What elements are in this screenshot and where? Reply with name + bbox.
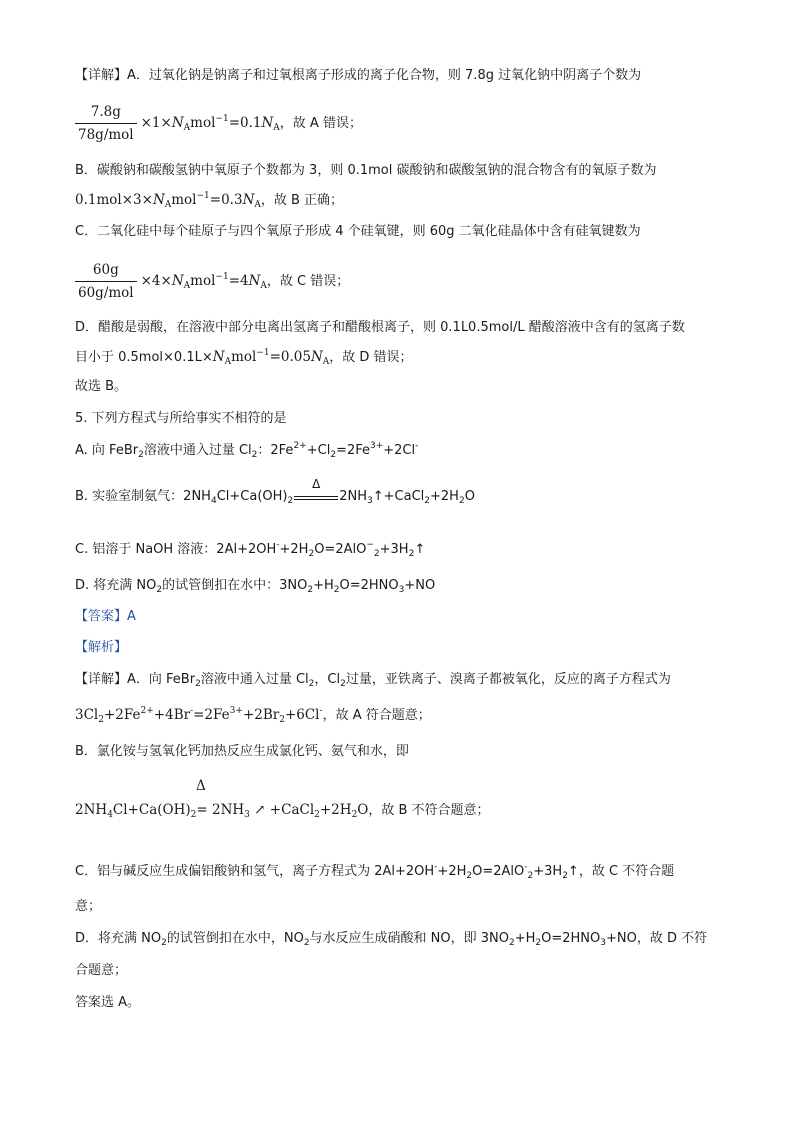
explain-c-line1: C．二氧化硅中每个硅原子与四个氧原子形成 4 个硅氧键，则 60g 二氧化硅晶体中含有硅氧键数为 xyxy=(75,224,641,239)
fraction-mass-over-molar: $\frac{7.8g}{\text{78g/mol}}$ xyxy=(75,102,137,145)
question-5-stem: 5. 下列方程式与所给事实不相符的是 xyxy=(75,411,287,426)
option-d: D. 将充满 $NO_2$的试管倒扣在水中：$3NO_2+H_2O=2HNO_3+NO$ xyxy=(75,578,436,595)
explain2-b-equation: $2NH_4Cl+Ca(OH)_2= 2NH_3$ ↗ $+CaCl_2+2H_2O$，故 B 不符合题意； xyxy=(75,802,490,820)
option-b: B. 实验室制氨气：$2NH_4Cl+Ca(OH)_2$ Δ $2NH_3↑+CaCl_2+2H_2O$ xyxy=(75,487,475,507)
explain2-c-line2: 意； xyxy=(75,899,102,914)
explain-c-formula: $\frac{60g}{\text{60g/mol}}$ $\times 4\times N_Amol^{-1}=4N_A$，故 C 错误； xyxy=(75,260,349,303)
explain-d-line1: D．醋酸是弱酸，在溶液中部分电离出氢离子和醋酸根离子，则 0.1L0.5mol/L 醋酸溶液中含有的氢离子数 xyxy=(75,320,685,335)
analysis-label: 【解析】 xyxy=(75,640,128,655)
explain2-a-line1: 【详解】A．向 FeBr$_2$溶液中通入过量 $Cl_2$，$Cl_2$过量，亚铁离子、溴离子都被氧化，反应的离子方程式为 xyxy=(75,672,671,689)
heating-equals-sign xyxy=(294,477,338,502)
explain2-a-equation: $3Cl_2+2Fe^{2+}+4Br^-=2Fe^{3+}+2Br_2+6Cl^-$，故 A 符合题意； xyxy=(75,706,431,725)
fraction-sio2: $\frac{60g}{\text{60g/mol}}$ xyxy=(75,260,137,303)
option-c: C. 铝溶于 NaOH 溶液：$2Al+2OH^-+2H_2O=2AlO^-_2+3H_2↑$ xyxy=(75,540,426,559)
explain2-b-delta: Δ xyxy=(196,778,206,794)
explain2-b-line1: B．氯化铵与氢氧化钙加热反应生成氯化钙、氨气和水，即 xyxy=(75,744,409,759)
explain2-d-line2: 合题意； xyxy=(75,963,128,978)
explain2-c-line1: C．铝与碱反应生成偏铝酸钠和氢气，离子方程式为 $2Al+2OH^-+2H_2O=2AlO^-_2+3H_2↑$，故 C 不符合题 xyxy=(75,862,675,881)
final-answer: 答案选 A。 xyxy=(75,995,141,1010)
explain-a-line1: 【详解】A．过氧化钠是钠离子和过氧根离子形成的离子化合物，则 7.8g 过氧化钠中阴离子个数为 xyxy=(75,68,642,83)
explain-conclusion: 故选 B。 xyxy=(75,379,128,394)
explain-b-line2: $0.1mol\times 3\times N_Amol^{-1}=0.3N_A$，故 B 正确； xyxy=(75,191,344,210)
delta-symbol: Δ xyxy=(312,477,321,491)
gas-arrow-icon: ↗ xyxy=(249,802,270,818)
answer-label: 【答案】A xyxy=(75,609,136,624)
option-a: A. 向 FeBr$_2$溶液中通入过量 $Cl_2$：$2Fe^{2+}+Cl_2=2Fe^{3+}+2Cl^-$ xyxy=(75,441,419,460)
explain-a-formula: $\frac{7.8g}{\text{78g/mol}}$ $\times 1\times N_Amol^{-1}=0.1N_A$，故 A 错误； xyxy=(75,102,362,145)
explain2-d-line1: D．将充满 $NO_2$的试管倒扣在水中，$NO_2$与水反应生成硝酸和 NO，即 $3NO_2+H_2O=2HNO_3+NO$，故 D 不符 xyxy=(75,931,708,948)
detail-tag: 【详解】 xyxy=(75,68,128,83)
explain-b-line1: B．碳酸钠和碳酸氢钠中氧原子个数都为 3，则 0.1mol 碳酸钠和碳酸氢钠的混合物含有的氧原子数为 xyxy=(75,163,657,178)
explain-d-line2: 目小于 $0.5mol\times 0.1L\times N_Amol^{-1}=0.05N_A$，故 D 错误； xyxy=(75,348,413,367)
